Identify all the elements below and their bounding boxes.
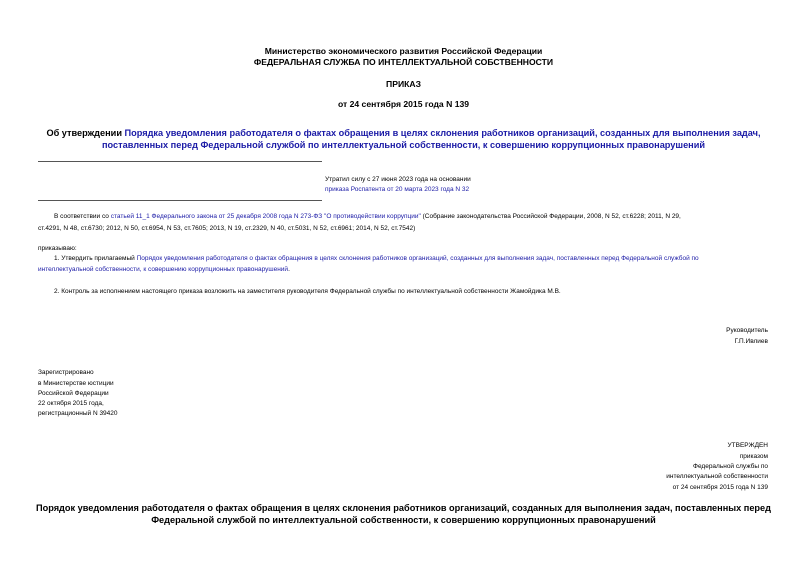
approval-l3: Федеральной службы по xyxy=(693,463,768,470)
annex-title-line2: Федеральной службой по интеллектуальной собственности, к совершению коррупционных правонарушений xyxy=(151,515,656,525)
document-type: ПРИКАЗ xyxy=(386,79,421,89)
signature-name: Г.П.Ивлиев xyxy=(734,338,768,345)
subject-prefix: Об утверждении xyxy=(46,128,125,138)
item1-line1 xyxy=(54,254,699,264)
subject-link-line2[interactable]: поставленных перед Федеральной службой по интеллектуальной собственности, к совершению коррупционных правонарушений xyxy=(101,140,706,150)
registration-l1: Зарегистрировано xyxy=(38,369,94,376)
registration-l4: 22 октября 2015 года, xyxy=(38,400,104,407)
preamble-line1 xyxy=(54,212,681,222)
preamble-line2: ст.4291, N 48, ст.6730; 2012, N 50, ст.6954, N 53, ст.7605; 2013, N 19, ст.2329, N 40, ст.5031, N 52, ст.6961; 2014, N 52, ст.7542) xyxy=(38,225,416,232)
preamble-law-link[interactable]: статьей 11_1 Федерального закона от 25 декабря 2008 года N 273-ФЗ "О противодействии коррупции" xyxy=(110,213,421,220)
approval-l1: УТВЕРЖДЕН xyxy=(727,442,768,449)
item1-link-a[interactable]: Порядок уведомления работодателя о фактах обращения в целях склонения работников организаций, созданных для выполнения задач, поставленных перед Федеральной службой по xyxy=(136,255,699,262)
item1-prefix: 1. Утвердить прилагаемый xyxy=(54,255,137,262)
preamble-text1: В соответствии со xyxy=(54,213,111,220)
item1-link-b[interactable]: интеллектуальной собственности, к совершению коррупционных правонарушений xyxy=(38,266,289,273)
annex-title-line1: Порядок уведомления работодателя о фактах обращения в целях склонения работников организаций, созданных для выполнения задач, поставленных перед xyxy=(35,503,771,513)
service-name: ФЕДЕРАЛЬНАЯ СЛУЖБА ПО ИНТЕЛЛЕКТУАЛЬНОЙ СОБСТВЕННОСТИ xyxy=(253,57,554,67)
item2: 2. Контроль за исполнением настоящего приказа возложить на заместителя руководителя Федеральной службы по интеллектуальной собственности Жамойдика М.В. xyxy=(54,288,561,295)
approval-l4: интеллектуальной собственности xyxy=(666,473,768,480)
item1-suffix: . xyxy=(288,266,290,273)
status-note-line1: Утратил силу с 27 июня 2023 года на основании xyxy=(325,176,471,183)
document-subject xyxy=(0,127,807,139)
preamble-text2: (Собрание законодательства Российской Федерации, 2008, N 52, ст.6228; 2011, N 29, xyxy=(420,213,681,220)
item1-line2 xyxy=(38,265,290,275)
document-date-number: от 24 сентября 2015 года N 139 xyxy=(337,99,470,109)
subject-link-line1[interactable]: Порядка уведомления работодателя о фактах обращения в целях склонения работников организаций, созданных для выполнения задач, xyxy=(124,128,761,138)
registration-l5: регистрационный N 39420 xyxy=(38,410,118,417)
divider-bottom xyxy=(38,200,322,201)
registration-l2: в Министерстве юстиции xyxy=(38,380,114,387)
signature-title: Руководитель xyxy=(726,327,768,334)
ministry-name: Министерство экономического развития Российской Федерации xyxy=(264,46,543,56)
order-word: приказываю: xyxy=(38,245,77,252)
status-note-link[interactable]: приказа Роспатента от 20 марта 2023 года N 32 xyxy=(325,186,470,193)
registration-l3: Российской Федерации xyxy=(38,390,109,397)
divider-top xyxy=(38,161,322,162)
approval-l5: от 24 сентября 2015 года N 139 xyxy=(672,484,768,491)
document-subject-line2 xyxy=(0,139,807,151)
approval-l2: приказом xyxy=(739,453,768,460)
